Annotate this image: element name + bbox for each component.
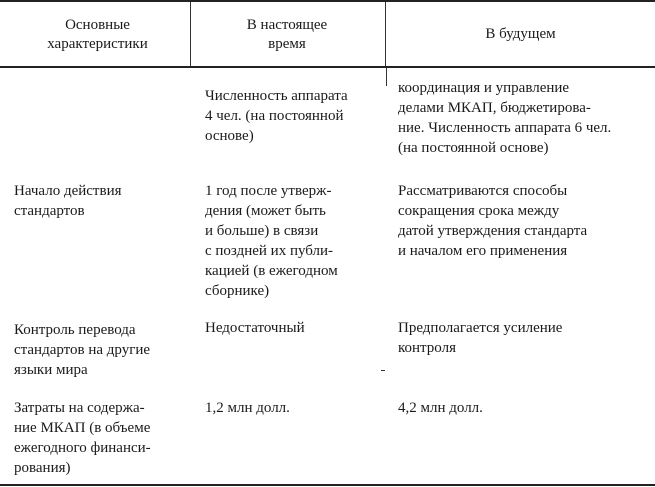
row3-future: Предполагается усиление контроля	[398, 320, 563, 356]
table-top-rule	[0, 0, 655, 2]
row1-now: Численность аппарата 4 чел. (на постоянной основе)	[205, 88, 348, 144]
row4-future: 4,2 млн долл.	[398, 400, 483, 416]
table-bottom-rule	[0, 484, 655, 486]
header-future: В будущем	[485, 26, 556, 42]
row2-future: Рассматриваются способы сокращения срока между датой утверждения стандарта и началом его применения	[398, 183, 588, 259]
row4-now: 1,2 млн долл.	[205, 400, 290, 416]
body-divider	[386, 68, 387, 86]
table-header-rule	[0, 66, 655, 68]
header-divider-2	[385, 2, 386, 66]
row3-now: Недостаточный	[205, 320, 305, 336]
row3-characteristic: Контроль перевода стандартов на другие языки мира	[14, 322, 151, 378]
body-divider-mark	[381, 370, 385, 371]
header-divider-1	[190, 2, 191, 66]
header-characteristics: Основные характеристики	[47, 17, 148, 52]
row4-characteristic: Затраты на содержа- ние МКАП (в объеме ежегодного финанси- рования)	[14, 400, 151, 476]
row2-characteristic: Начало действия стандартов	[14, 183, 122, 219]
row2-now: 1 год после утверж- дения (может быть и больше) в связи с поздней их публи- кацией (в ежегодном сборнике)	[205, 183, 338, 299]
header-now: В настоящее время	[246, 17, 328, 52]
row1-future: координация и управление делами МКАП, бюджетирова- ние. Численность аппарата 6 чел. (на постоянной основе)	[398, 80, 612, 156]
